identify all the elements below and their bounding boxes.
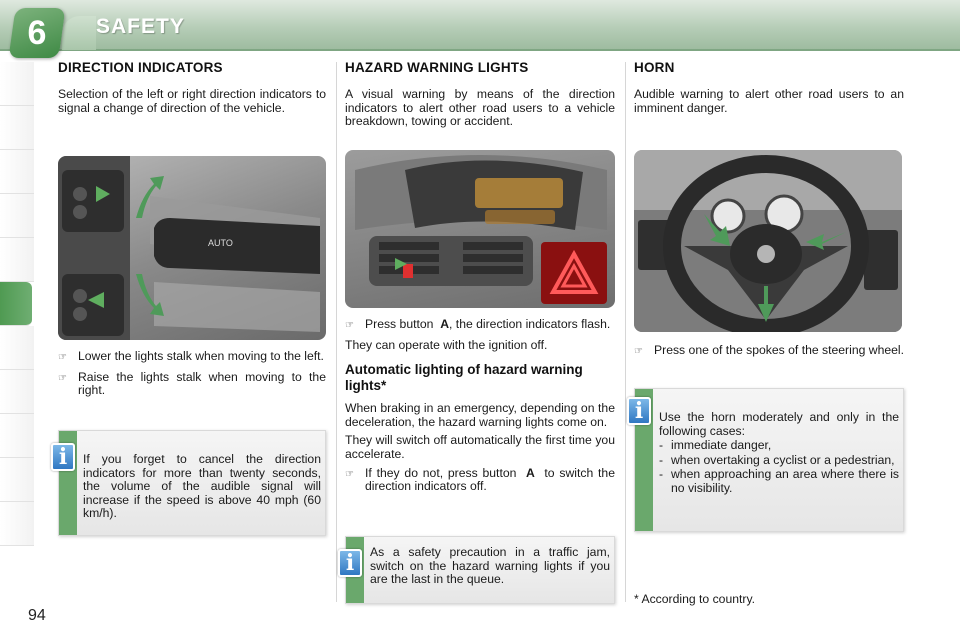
subsection-heading: Automatic lighting of hazard warning lights*	[345, 362, 583, 394]
side-tab[interactable]	[0, 238, 34, 282]
auto-text: They will switch off automatically the first time you accelerate.	[345, 433, 615, 461]
page-title: SAFETY	[96, 15, 185, 38]
side-tab[interactable]	[0, 194, 34, 238]
side-tab[interactable]	[0, 106, 34, 150]
column-divider	[336, 62, 337, 602]
horn-case: - when approaching an area where there is no visibility.	[659, 467, 899, 495]
hazard-warning-section	[345, 60, 615, 134]
side-tab[interactable]	[0, 326, 34, 370]
pointing-hand-icon: ☞	[58, 352, 67, 363]
hazard-warning-body	[345, 318, 615, 500]
chapter-side-tabs	[0, 62, 34, 546]
horn-section	[634, 60, 904, 120]
pointing-hand-icon: ☞	[634, 346, 643, 357]
ignition-note: They can operate with the ignition off.	[345, 337, 548, 352]
bullet-item: ☞ Press button A, the direction indicators flash.	[345, 317, 611, 331]
info-icon: i	[338, 549, 362, 577]
pointing-hand-icon: ☞	[58, 372, 67, 384]
side-tab[interactable]	[0, 414, 34, 458]
side-tab[interactable]	[0, 370, 34, 414]
steering-wheel-illustration	[634, 150, 902, 332]
bullet-item: ☞ If they do not, press button A to switch the direction indicators off.	[345, 465, 615, 494]
lights-stalk-illustration	[58, 156, 326, 340]
horn-case: - when overtaking a cyclist or a pedestrian,	[659, 452, 895, 467]
dashboard-drawing	[345, 150, 615, 308]
info-icon: i	[51, 443, 75, 471]
info-box-horn	[634, 388, 904, 532]
chapter-number: 6	[27, 14, 47, 52]
bullet-item: ☞ Lower the lights stalk when moving to the left.	[58, 349, 324, 363]
direction-indicators-section	[58, 60, 326, 120]
side-tab[interactable]	[0, 150, 34, 194]
page-number: 94	[28, 607, 46, 624]
steering-wheel-drawing	[634, 150, 902, 332]
side-tab-active[interactable]	[0, 282, 32, 326]
info-text	[659, 411, 899, 496]
pointing-hand-icon: ☞	[345, 320, 354, 331]
side-tab[interactable]	[0, 458, 34, 502]
direction-indicators-bullets	[58, 350, 326, 404]
horn-case: - immediate danger,	[659, 438, 772, 453]
side-tab[interactable]	[0, 62, 34, 106]
info-box-hazard-warning	[345, 536, 615, 604]
stalk-auto-label: AUTO	[208, 238, 233, 248]
header-tab-shape	[62, 16, 96, 50]
horn-bullets	[634, 344, 904, 365]
section-intro: A visual warning by means of the direction indicators to alert other road users to a vehicle breakdown, towing or accident.	[345, 87, 615, 129]
info-text: If you forget to cancel the direction indicators for more than twenty seconds, the volume of the audible signal will increase if the speed is above 40 mph (60 km/h).	[83, 452, 321, 521]
section-intro: Audible warning to alert other road users to an imminent danger.	[634, 87, 904, 115]
header-rule	[0, 49, 960, 51]
section-heading: HORN	[634, 60, 675, 75]
section-intro: Selection of the left or right direction indicators to signal a change of direction of the vehicle.	[58, 87, 326, 115]
button-a-label: A	[526, 465, 535, 480]
bullet-item: ☞ Press one of the spokes of the steering wheel.	[634, 343, 904, 357]
column-divider	[625, 62, 626, 602]
info-text: As a safety precaution in a traffic jam, switch on the hazard warning lights if you are the last in the queue.	[370, 545, 610, 587]
button-a-label: A	[440, 317, 450, 331]
section-heading: HAZARD WARNING LIGHTS	[345, 60, 529, 75]
bullet-item: ☞ Raise the lights stalk when moving to the right.	[58, 369, 326, 398]
lights-stalk-drawing	[58, 156, 326, 340]
side-tab[interactable]	[0, 502, 34, 546]
info-icon: i	[627, 397, 651, 425]
pointing-hand-icon: ☞	[345, 468, 354, 480]
horn-info-intro: Use the horn moderately and only in the following cases:	[659, 410, 899, 438]
auto-text: When braking in an emergency, depending on the deceleration, the hazard warning lights come on.	[345, 401, 615, 429]
hazard-button-illustration	[345, 150, 615, 308]
info-box-direction-indicators	[58, 430, 326, 536]
section-heading: DIRECTION INDICATORS	[58, 60, 223, 75]
footnote: * According to country.	[634, 592, 756, 606]
